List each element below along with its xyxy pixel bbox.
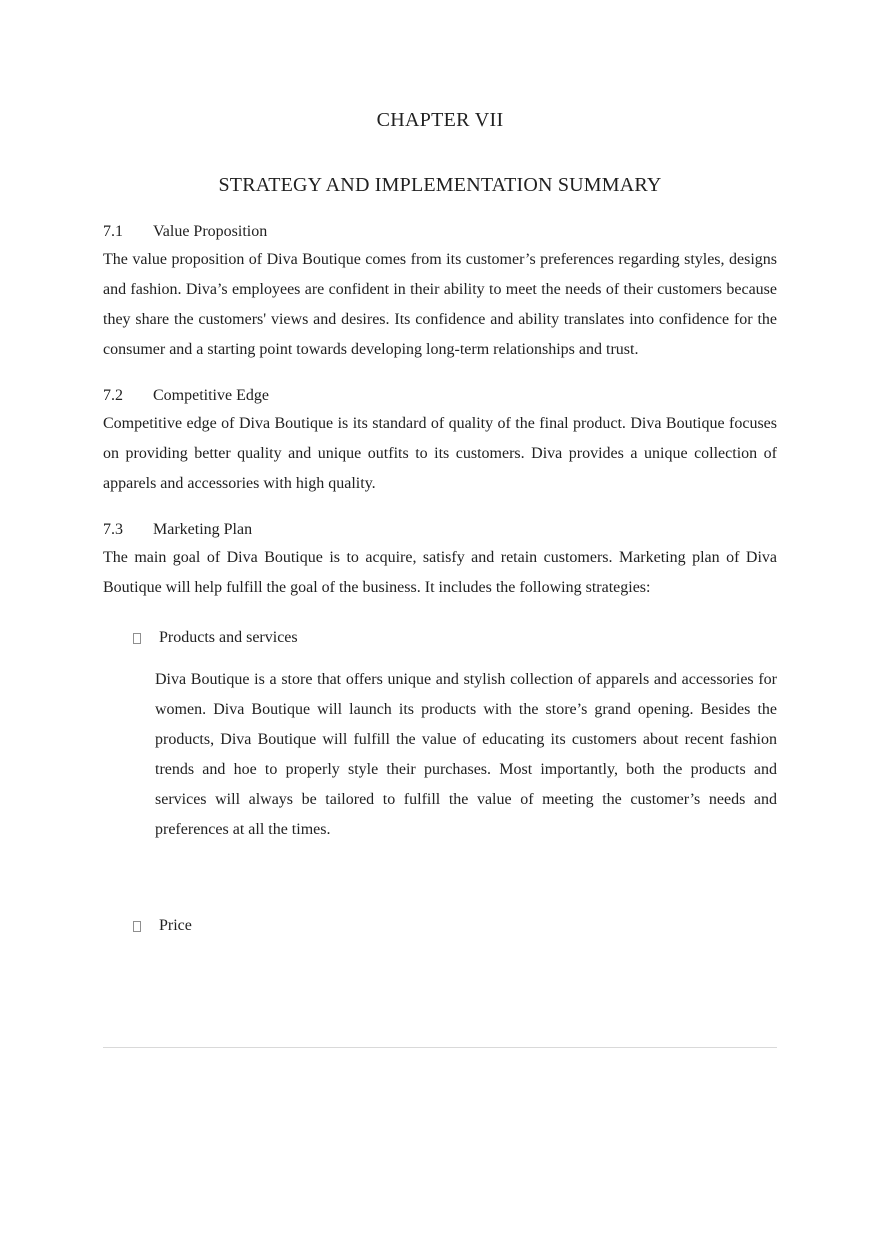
section-body: The value proposition of Diva Boutique comes from its customer’s preferences regarding styles, designs and fashion. Diva’s employees are confident in their ability to meet the needs of their customers because they share the customers' views and desires. Its confidence and ability translates into confidence for the consumer and a starting point towards developing long-term relationships and trust. [103, 251, 777, 358]
section-heading-label: Competitive Edge [153, 387, 269, 404]
section-number: 7.3 [103, 521, 123, 538]
page-title: STRATEGY AND IMPLEMENTATION SUMMARY [218, 174, 662, 196]
section-number: 7.2 [103, 387, 123, 404]
section-body: Competitive edge of Diva Boutique is its standard of quality of the final product. Diva Boutique focuses on providing better quality and unique outfits to its customers. Diva provides a unique collection of apparels and accessories with high quality. [103, 415, 777, 492]
section-heading [103, 221, 777, 243]
section-body: The main goal of Diva Boutique is to acquire, satisfy and retain customers. Marketing plan of Diva Boutique will help fulfill the goal of the business. It includes the following strategies: [103, 549, 777, 596]
bullet-label: Price [159, 917, 192, 934]
section-heading-label: Marketing Plan [153, 521, 253, 538]
section-heading [103, 519, 777, 541]
list-item-products-and-services [133, 627, 777, 649]
page-content [103, 0, 777, 937]
section-marketing-plan [103, 519, 777, 603]
section-competitive-edge [103, 385, 777, 499]
bullet-paragraph: Diva Boutique is a store that offers unique and stylish collection of apparels and accessories for women. Diva Boutique will launch its products with the store’s grand opening. Besides the products, Diva Boutique will fulfill the value of educating its customers about recent fashion trends and hoe to properly style their purchases. Most importantly, both the products and services will always be tailored to fulfill the value of meeting the customer’s needs and preferences at all the times. [155, 671, 777, 838]
list-item-price [133, 915, 777, 937]
footer-divider [103, 1047, 777, 1048]
chapter-title: CHAPTER VII [376, 109, 504, 131]
bullet-square-icon [133, 633, 141, 644]
section-heading-label: Value Proposition [153, 223, 268, 240]
section-value-proposition [103, 221, 777, 365]
section-number: 7.1 [103, 223, 123, 240]
section-heading [103, 385, 777, 407]
bullet-label: Products and services [159, 629, 298, 646]
bullet-square-icon [133, 921, 141, 932]
